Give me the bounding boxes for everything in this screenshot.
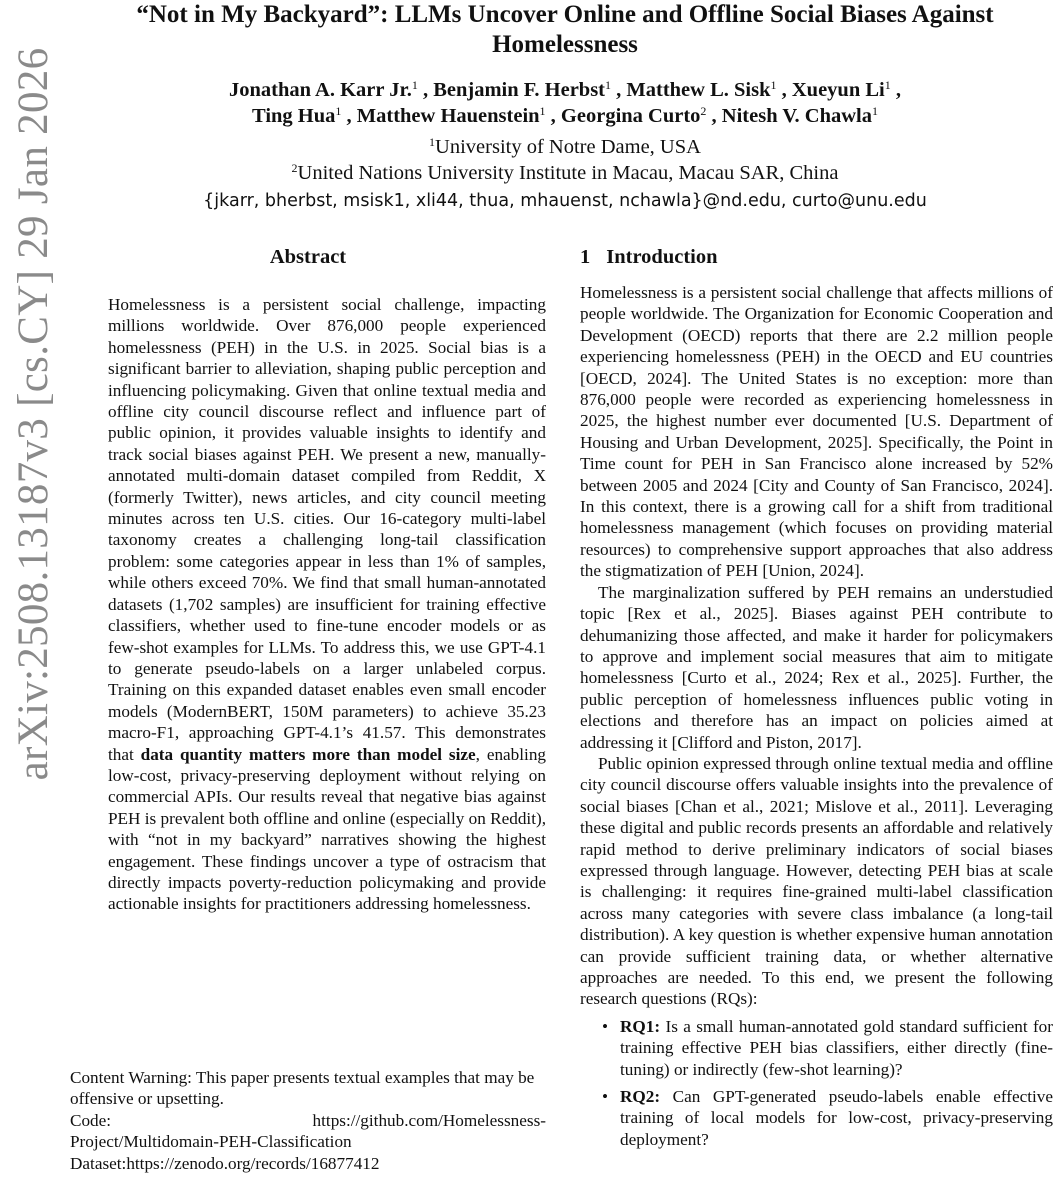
paper-title — [70, 0, 1054, 60]
affiliation-number: 1 — [429, 135, 436, 149]
author-affiliation-mark: 1 — [539, 104, 546, 118]
author-affiliation-mark: 1 — [770, 78, 777, 92]
author-affiliation-mark: 1 — [884, 78, 891, 92]
author-name: Benjamin F. Herbst — [433, 79, 606, 101]
research-question-item — [620, 1086, 1053, 1150]
intro-paragraph-1: Homelessness is a persistent social challenge that affects millions of people worldwide. The Organization for Economic Cooperation and Development (OECD) reports that there are 2.2 million people experiencing homelessness (PEH) in the OECD and EU countries [OECD, 2024]. The United States is no exception: more than 876,000 people were recorded as experiencing homelessness in 2025, the highest number ever documented [U.S. Department of Housing and Urban Development, 2025]. Specifically, the Point in Time count for PEH in San Francisco alone increased by 52% between 2005 and 2024 [City and County of San Francisco, 2024]. In this context, there is a growing call for a shift from traditional homelessness management (which focuses on providing material resources) to comprehensive support approaches that also address the stigmatization of PEH [Union, 2024]. — [580, 283, 1053, 581]
introduction-body — [580, 282, 1053, 1156]
code-link-continued[interactable]: Project/Multidomain-PEH-Classification — [70, 1132, 352, 1152]
content-warning: Content Warning: This paper presents textual examples that may be offensive or upsetting. — [70, 1068, 535, 1109]
author-name: Georgina Curto — [560, 105, 701, 127]
section-heading-introduction — [580, 246, 718, 269]
research-questions-list — [580, 1016, 1053, 1150]
author-name: Ting Hua — [252, 105, 336, 127]
research-question-item — [620, 1016, 1053, 1080]
section-number: 1 — [580, 246, 591, 268]
author-affiliation-mark: 2 — [700, 104, 707, 118]
abstract-emphasis: data quantity matters more than model size — [140, 744, 476, 764]
abstract-text-part2: , enabling low-cost, privacy-preserving deployment without relying on commercial APIs. Our results reveal that negative bias against PEH is prevalent both offline and online (especially on Reddit), with “not in my backyard” narratives showing the highest engagement. These findings uncover a type of ostracism that directly impacts poverty-reduction policymaking and provide actionable insights for practitioners addressing homelessness. — [108, 744, 547, 914]
author-row-2 — [70, 103, 1054, 129]
abstract-text-part1: Homelessness is a persistent social challenge, impacting millions worldwide. Over 876,000 people experienced homelessness (PEH) in the U.S. in 2025. Social bias is a significant barrier to alleviation, shaping public perception and influencing policymaking. Given that online textual media and offline city council discourse reflect and influence part of public opinion, it provides valuable insights to identify and track social biases against PEH. We present a new, manually-annotated multi-domain dataset compiled from Reddit, X (formerly Twitter), news articles, and city council meeting minutes across ten U.S. cities. Our 16-category multi-label taxonomy creates a challenging long-tail classification problem: some categories appear in less than 1% of samples, while others exceed 70%. We find that small human-annotated datasets (1,702 samples) are insufficient for training effective classifiers, whether used to fine-tune encoder models or as few-shot examples for LLMs. To address this, we use GPT-4.1 to generate pseudo-labels on a larger unlabeled corpus. Training on this expanded dataset enables even small encoder models (ModernBERT, 150M parameters) to achieve 35.23 macro-F1, approaching GPT-4.1’s 41.57. This demonstrates that — [108, 295, 546, 764]
author-affiliation-mark: 1 — [605, 78, 612, 92]
author-affiliation-mark: 1 — [411, 78, 418, 92]
intro-paragraph-3: Public opinion expressed through online textual media and offline city council discourse offers valuable insights into the prevalence of social biases [Chan et al., 2021; Mislove et al., 2011]. Leveraging these digital and public records presents an affordable and relatively rapid method to derive preliminary indicators of social biases expressed through language. However, detecting PEH bias at scale is challenging: it requires fine-grained multi-label classification across many categories with severe class imbalance (a long-tail distribution). A key question is whether expensive human annotation can provide sufficient training data, or whether alternative approaches are needed. To this end, we present the following research questions (RQs): — [580, 753, 1053, 1009]
dataset-link[interactable]: Dataset:https://zenodo.org/records/16877412 — [70, 1153, 380, 1173]
abstract-body — [108, 294, 546, 915]
rq-label: RQ2: — [620, 1087, 661, 1107]
author-row-1 — [70, 77, 1054, 103]
author-separator: , — [611, 79, 627, 101]
rq-text: Can GPT-generated pseudo-labels enable effective training of local models for low-cost, privacy-preserving deployment? — [620, 1087, 1053, 1149]
author-separator: , — [776, 79, 792, 101]
code-line — [70, 1110, 546, 1131]
intro-paragraph-2: The marginalization suffered by PEH remains an understudied topic [Rex et al., 2025]. Biases against PEH contribute to dehumanizing those affected, and make it harder for policymakers to approve and implement social measures that aim to mitigate homelessness [Curto et al., 2024; Rex et al., 2025]. Further, the public perception of homelessness influences public voting in elections and therefore has an impact on policies aimed at addressing it [Clifford and Piston, 2017]. — [580, 582, 1053, 752]
affiliation-number: 2 — [291, 161, 298, 175]
rq-text: Is a small human-annotated gold standard sufficient for training effective PEH bias classifiers, either directly (fine-tuning) or indirectly (few-shot learning)? — [620, 1016, 1053, 1079]
author-separator: , — [341, 105, 357, 127]
affiliation-text: University of Notre Dame, USA — [435, 136, 701, 158]
affiliation-2 — [70, 160, 1054, 186]
affiliation-1 — [70, 134, 1054, 160]
rq-label: RQ1: — [620, 1016, 661, 1036]
author-affiliation-mark: 1 — [335, 104, 342, 118]
author-affiliation-mark: 1 — [871, 104, 878, 118]
section-title: Introduction — [606, 246, 718, 268]
affiliation-text: United Nations University Institute in Macau, Macau SAR, China — [297, 162, 839, 184]
title-line-2: Homelessness — [492, 31, 638, 58]
code-label: Code: — [70, 1110, 112, 1130]
code-link[interactable]: https://github.com/Homelessness- — [312, 1110, 546, 1130]
author-name: Nitesh V. Chawla — [721, 105, 872, 127]
author-name: Matthew L. Sisk — [626, 79, 771, 101]
author-name: Matthew Hauenstein — [356, 105, 540, 127]
title-line-1: “Not in My Backyard”: LLMs Uncover Online and Offline Social Biases Against — [136, 1, 994, 28]
author-separator: , — [890, 79, 901, 101]
abstract-heading: Abstract — [269, 246, 347, 268]
author-name: Jonathan A. Karr Jr. — [229, 79, 412, 101]
author-separator: , — [417, 79, 434, 101]
author-emails: {jkarr, bherbst, msisk1, xli44, thua, mhauenst, nchawla}@nd.edu, curto@unu.edu — [203, 191, 927, 211]
footnote — [70, 1067, 546, 1174]
arxiv-identifier: arXiv:2508.13187v3 [cs.CY] 29 Jan 2026 — [10, 47, 57, 781]
author-separator: , — [706, 105, 722, 127]
author-separator: , — [545, 105, 561, 127]
author-list — [70, 77, 1054, 129]
author-name: Xueyun Li — [791, 79, 885, 101]
